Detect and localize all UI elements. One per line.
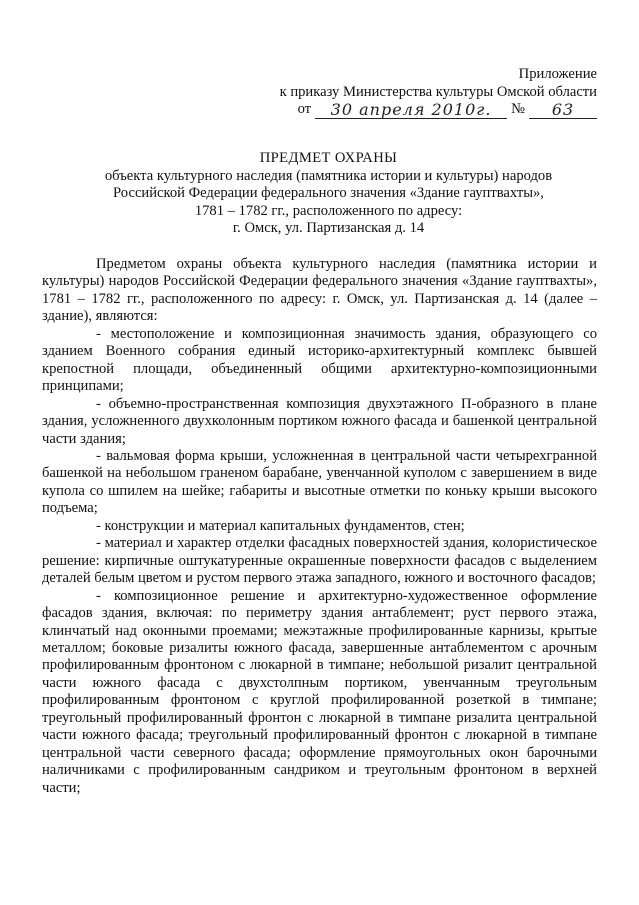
list-item-volume: - объемно-пространственная композиция двухэтажного П-образного в плане здания, усложненного двухколонным портиком южного фасада и башенкой центральной части здания; (42, 395, 597, 447)
list-item-structures: - конструкции и материал капитальных фундаментов, стен; (96, 517, 465, 534)
appendix-header (280, 66, 597, 119)
list-item-finish: - материал и характер отделки фасадных поверхностей здания, колористическое решение: кирпичные оштукатуренные окрашенные поверхности фасадов с выделением деталей белым цветом и рустом первого этажа западного, южного и восточного фасадов; (42, 535, 597, 587)
handwritten-date: 30 апреля 2010г. (315, 102, 507, 119)
list-item-roof: - вальмовая форма крыши, усложненная в центральной части четырехгранной башенкой на небольшом граненом барабане, увенчанной куполом с завершением в виде купола со шпилем на шейке; габариты и высотные отметки по коньку крыши высокого подъема; (42, 447, 597, 517)
appendix-label: Приложение (518, 66, 597, 82)
number-sign: № (511, 101, 525, 117)
date-prefix: от (297, 101, 312, 117)
title-line: г. Омск, ул. Партизанская д. 14 (232, 220, 425, 237)
order-date-line (280, 101, 597, 119)
list-item-location: - местоположение и композиционная значимость здания, образующего со зданием Военного собрания единый историко-архитектурный комплекс бывшей крепостной площади, объединенный общими архитектурно-композиционными принципами; (42, 325, 597, 395)
document-title-block (60, 150, 597, 238)
title-line: 1781 – 1782 гг., расположенного по адресу: (194, 202, 463, 219)
document-body (42, 256, 597, 797)
title-line: объекта культурного наследия (памятника истории и культуры) народов (104, 167, 553, 184)
title-line: Российской Федерации федерального значения «Здание гауптвахты», (113, 185, 544, 202)
document-title: ПРЕДМЕТ ОХРАНЫ (259, 150, 398, 166)
intro-paragraph: Предметом охраны объекта культурного наследия (памятника истории и культуры) народов Российской Федерации федерального значения «Здание гауптвахты», 1781 – 1782 гг., расположенного по адресу: г. Омск, ул. Партизанская д. 14 (далее – здание), являются: (42, 256, 597, 325)
handwritten-number: 63 (529, 102, 597, 119)
order-reference: к приказу Министерства культуры Омской области (279, 83, 597, 100)
list-item-facades: - композиционное решение и архитектурно-художественное оформление фасадов здания, включая: по периметру здания антаблемент; руст первого этажа, клинчатый над оконными проемами; межэтажные профилированные карнизы, крытые металлом; боковые ризалиты южного фасада, завершенные антаблементом с арочным профилированным фронтоном с люкарной в тимпане; небольшой ризалит центральной части южного фасада с двухстолпным портиком, увенчанным треугольным профилированным фронтоном с круглой профилированной розеткой в тимпане; треугольный профилированный фронтон с люкарной в тимпане ризалита центральной части южного фасада; треугольный профилированный фронтон с люкарной в тимпане центральной части северного фасада; оформление прямоугольных окон барочными наличниками с профилированным сандриком и треугольным фронтоном в верхней части; (42, 587, 597, 796)
